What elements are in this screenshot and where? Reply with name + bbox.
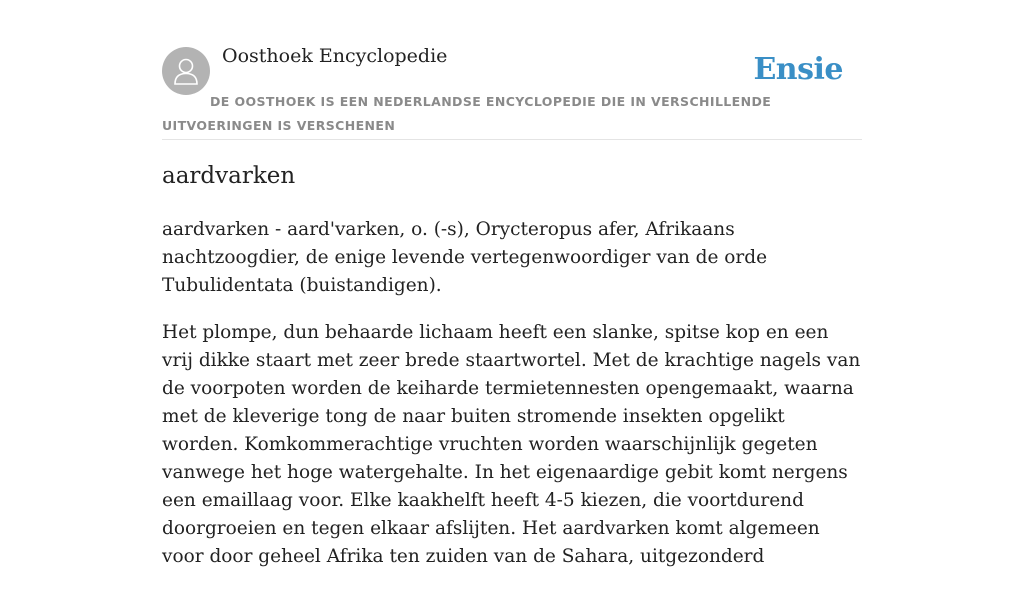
article-paragraph: aardvarken - aard'varken, o. (-s), Orycteropus afer, Afrikaans nachtzoogdier, de enige levende vertegenwoordiger van de orde Tubulidentata (buistandigen). <box>162 219 768 296</box>
header-divider <box>162 139 862 140</box>
brand-logo[interactable]: Ensie <box>753 52 843 87</box>
avatar[interactable] <box>162 47 210 95</box>
article-headword: aardvarken <box>162 163 296 189</box>
user-icon <box>171 55 201 87</box>
article-paragraph: Het plompe, dun behaarde lichaam heeft een slanke, spitse kop en een vrij dikke staart met zeer brede staartwortel. Met de krachtige nagels van de voorpoten worden de keiharde termietennesten opengemaakt, waarna met de kleverige tong de naar buiten stromende insekten opgelikt worden. Komkommerachtige vruchten worden waarschijnlijk gegeten vanwege het hoge watergehalte. In het eigenaardige gebit komt nergens een emaillaag voor. Elke kaakhelft heeft 4-5 kiezen, die voortdurend doorgroeien en tegen elkaar afslijten. Het aardvarken komt algemeen voor door geheel Afrika ten zuiden van de Sahara, uitgezonderd <box>162 322 861 567</box>
site-title[interactable]: Oosthoek Encyclopedie <box>222 45 448 67</box>
article-body <box>162 216 862 590</box>
site-tagline: DE OOSTHOEK IS EEN NEDERLANDSE ENCYCLOPEDIE DIE IN VERSCHILLENDE UITVOERINGEN IS VERSCHENEN <box>162 94 772 133</box>
